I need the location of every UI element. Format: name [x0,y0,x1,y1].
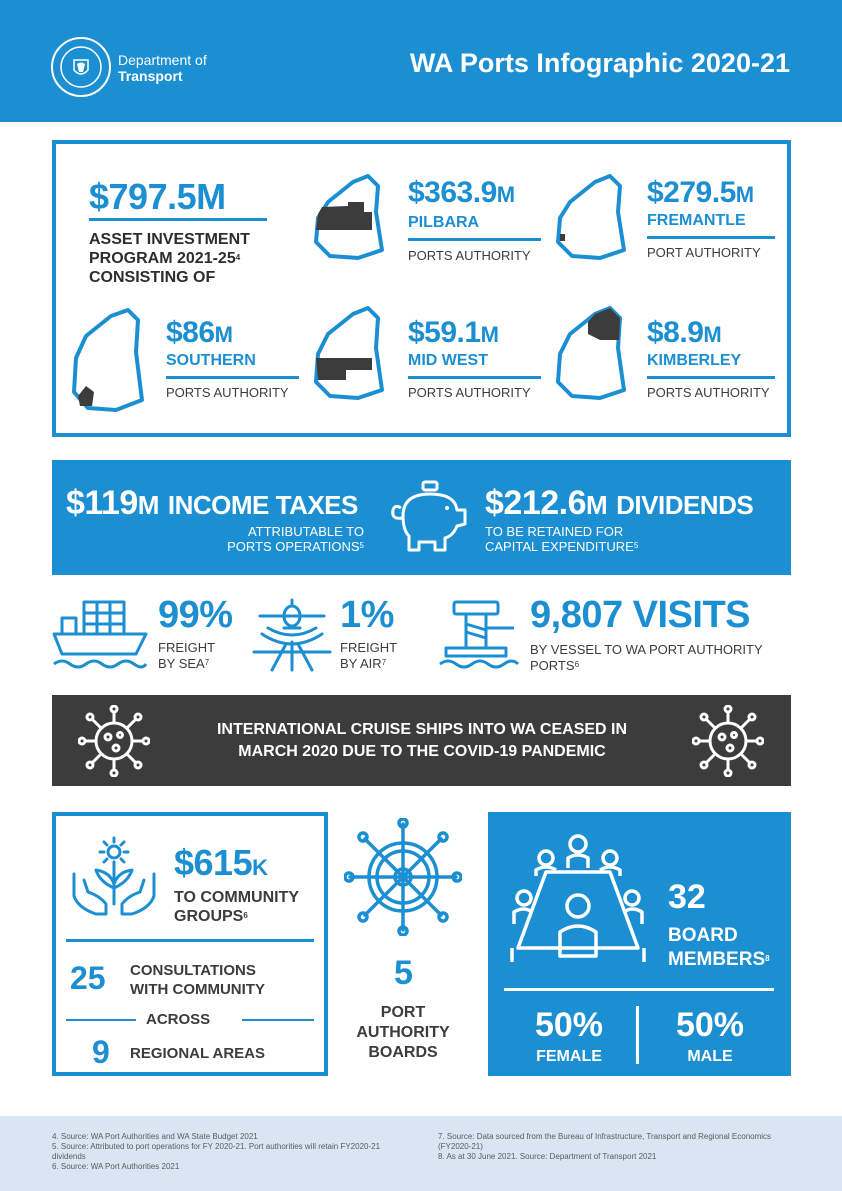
ship-wheel-icon [344,818,462,936]
wa-map-fremantle-icon [550,172,630,262]
female-label: FEMALE [536,1048,602,1065]
consultations-label: CONSULTATIONS WITH COMMUNITY [130,962,265,998]
community-label: TO COMMUNITY GROUPS$^6$ [174,889,300,925]
header-banner [0,0,842,122]
dividends-heading: $212.6M DIVIDENDS [485,484,754,522]
kimberley-rule [647,376,775,379]
midwest-name: MID WEST [408,352,488,369]
virus-icon-left [78,705,150,777]
pilbara-auth: PORTS AUTHORITY [408,248,531,263]
footnotes-right [438,1132,798,1162]
asset-label-line1: ASSET INVESTMENT [89,231,250,248]
cargo-ship-icon [52,598,148,672]
wa-map-midwest-icon [308,304,388,404]
income-dividends-band [52,460,791,575]
regions-number: 9 [92,1034,110,1070]
footnote-7a: 7. Source: Data sourced from the Bureau of Infrastructure, Transport and Regional Economics [438,1132,772,1141]
air-freight-label: FREIGHT BY AIR$^7$ [340,640,398,671]
footnote-7b: (FY2020-21) [438,1142,483,1151]
fremantle-auth: PORT AUTHORITY [647,245,761,260]
southern-rule [166,376,299,379]
mooring-bollard-icon [436,598,520,672]
across-rule-right [242,1019,314,1021]
income-taxes-sub: ATTRIBUTABLE TO PORTS OPERATIONS$^5$ [227,524,364,554]
footnotes-left [52,1132,422,1172]
airplane-runway-icon [252,598,332,672]
male-percent: 50% [675,1006,745,1044]
footnote-5b: dividends [52,1152,86,1161]
boards-number: 5 [394,954,413,992]
sea-freight-label: FREIGHT BY SEA$^7$ [158,640,216,671]
fremantle-name: FREMANTLE [647,212,746,229]
wa-map-pilbara-icon [308,172,388,262]
across-label: ACROSS [146,1011,211,1028]
asset-investment-box [52,140,791,437]
vessel-visits-value: 9,807 VISITS [530,594,751,636]
asset-label-line2: PROGRAM 2021-25 [89,250,236,267]
midwest-value: $59.1M [408,316,499,349]
covid-notice-text: INTERNATIONAL CRUISE SHIPS INTO WA CEASED IN MARCH 2020 DUE TO THE COVID-19 PANDEMIC [216,721,628,760]
consultations-number: 25 [70,960,106,996]
vessel-visits-label: BY VESSEL TO WA PORT AUTHORITY PORTS$^6$ [530,642,763,673]
gender-divider [636,1006,639,1064]
regions-label: REGIONAL AREAS [130,1045,266,1062]
wa-map-kimberley-icon [550,304,630,404]
asset-label-line3: CONSISTING OF [89,269,216,286]
pilbara-value: $363.9M [408,176,515,209]
southern-value: $86M [166,316,233,349]
dividends-sub: TO BE RETAINED FOR CAPITAL EXPENDITURE$^5$ [485,524,639,554]
dept-line2: Transport [118,68,183,84]
wa-map-southern-icon [66,306,146,416]
asset-total-rule [89,218,267,221]
pilbara-rule [408,238,541,241]
board-members-label: BOARD MEMBERS$^8$ [668,925,770,970]
midwest-rule [408,376,541,379]
footnote-6: 6. Source: WA Port Authorities 2021 [52,1162,180,1171]
members-rule [504,988,774,991]
footnote-4: 4. Source: WA Port Authorities and WA State Budget 2021 [52,1132,258,1141]
dept-line1: Department of [118,52,207,68]
covid-notice-band [52,695,791,786]
department-name [118,52,207,84]
community-rule [66,939,314,942]
midwest-auth: PORTS AUTHORITY [408,385,531,400]
kimberley-value: $8.9M [647,316,722,349]
female-percent: 50% [534,1006,604,1044]
southern-name: SOUTHERN [166,352,256,369]
asset-label [89,230,250,287]
footnote-5a: 5. Source: Attributed to port operations for FY 2020-21. Port authorities will retain FY2020-21 [52,1142,381,1151]
virus-icon-right [692,705,764,777]
fremantle-rule [647,236,775,239]
community-box [52,812,328,1076]
hands-flower-icon [66,834,162,926]
across-rule-left [66,1019,136,1021]
income-taxes-heading: $119M INCOME TAXES [66,484,358,522]
sea-freight-value: 99% [158,594,233,636]
kimberley-name: KIMBERLEY [647,352,742,369]
pilbara-name: PILBARA [408,214,480,231]
kimberley-auth: PORTS AUTHORITY [647,385,770,400]
community-value: $615K [174,842,268,883]
board-members-box [488,812,791,1076]
footnotes [0,1116,842,1191]
wa-government-crest-logo [50,36,112,98]
fremantle-value: $279.5M [647,176,754,209]
asset-total: $797.5M [89,176,226,217]
page-title: WA Ports Infographic 2020-21 [409,48,790,78]
board-members-number: 32 [668,878,706,916]
male-label: MALE [687,1048,733,1065]
boardroom-table-icon [506,828,650,970]
boards-label: PORT AUTHORITY BOARDS [356,1004,450,1061]
footnote-8: 8. As at 30 June 2021. Source: Department of Transport 2021 [438,1152,657,1161]
asset-label-sup: 4 [235,253,241,262]
piggy-bank-icon [385,476,471,556]
southern-auth: PORTS AUTHORITY [166,385,289,400]
air-freight-value: 1% [340,594,394,636]
